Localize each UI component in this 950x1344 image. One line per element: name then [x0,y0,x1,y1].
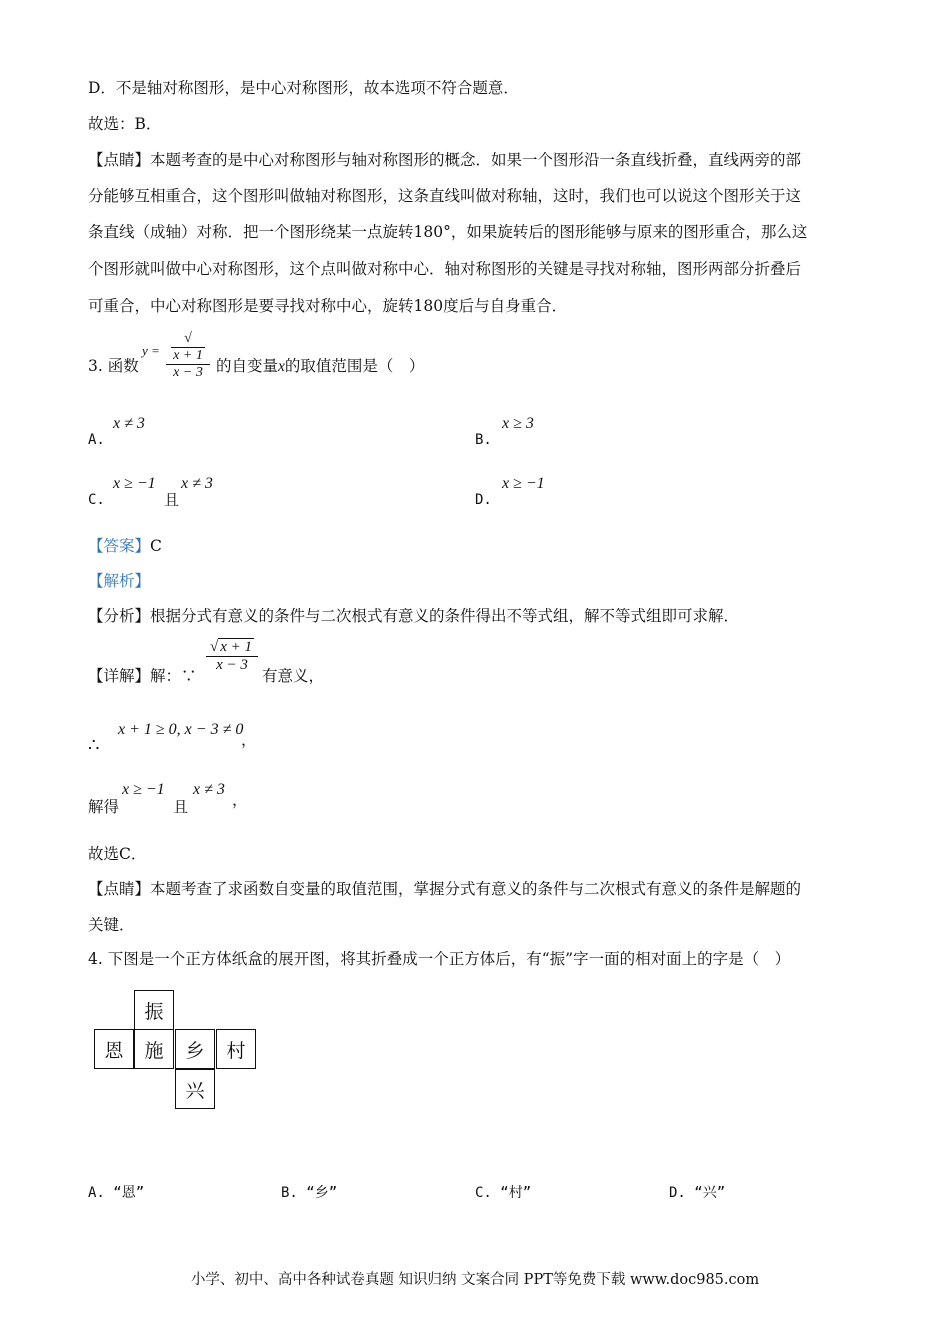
q4-option-d: D. “兴” [669,1185,726,1201]
detail-suffix: 有意义， [262,667,325,685]
q3-option-d-math: x ≥ −1 [502,475,545,492]
answer-line [88,535,162,557]
q3-option-c-math1: x ≥ −1 [113,475,156,492]
text-line: 条直线（成轴）对称．把一个图形绕某一点旋转180°，如果旋转后的图形能够与原来的图形重合，那么这 [88,223,808,241]
text-line: 可重合，中心对称图形是要寻找对称中心，旋转180度后与自身重合． [88,297,568,315]
detail-num: x + 1 [220,639,252,655]
text-line: 分能够互相重合，这个图形叫做轴对称图形，这条直线叫做对称轴，这时，我们也可以说这个图形关于这 [88,187,802,205]
q4-option-c: C. “村” [475,1185,532,1201]
q3-option-c: C. [88,492,105,508]
choose-line: 故选C． [88,845,147,863]
net-cell-cun: 村 [216,1029,256,1069]
detail-line: 【详解】解：∵ [88,667,197,685]
q3-option-c-math2: x ≠ 3 [181,475,213,492]
page-footer: 小学、初中、高中各种试卷真题 知识归纳 文案合同 PPT等免费下载 www.doc985.com [190,1272,760,1288]
q3-option-a-math: x ≠ 3 [113,415,145,432]
therefore-symbol: ∴ [88,735,100,756]
q3-prefix: 3. 函数 [88,357,139,375]
net-cell-xiang: 乡 [175,1029,215,1069]
q3-option-b: B. [475,432,492,448]
q3-option-b-math: x ≥ 3 [502,415,534,432]
solve-label: 解得 [88,798,120,816]
solve-and: 且 [173,798,189,816]
q3-suffix: 的自变量x的取值范围是（ ） [216,357,425,375]
solve-math1: x ≥ −1 [122,781,165,798]
q3-option-c-and: 且 [164,491,180,509]
q3-option-a: A. [88,432,105,448]
fenxi-line: 【分析】根据分式有意义的条件与二次根式有意义的条件得出不等式组，解不等式组即可求解． [88,607,740,625]
q4-stem: 4. 下图是一个正方体纸盒的展开图，将其折叠成一个正方体后，有“振”字一面的相对面上的字是（ ） [88,950,791,968]
q3-fraction: √x + 1 x − 3 [166,331,210,381]
q3-func-y: y = [142,343,160,358]
q3-func-num: x + 1 [173,348,203,363]
comma: ， [241,731,257,749]
q3-option-d: D. [475,492,492,508]
net-cell-zhen: 振 [134,990,174,1030]
dianjing-line: 【点睛】本题考查了求函数自变量的取值范围，掌握分式有意义的条件与二次根式有意义的条件是解题的 [88,880,802,898]
detail-den: x − 3 [216,657,248,673]
q4-option-b: B. “乡” [281,1185,338,1201]
net-cell-xing: 兴 [175,1069,215,1109]
dianjing-line-2: 关键． [88,916,135,934]
solve-math2: x ≠ 3 [193,781,225,798]
text-line [88,149,801,171]
detail-fraction: √ x + 1 x − 3 [206,638,258,674]
text-line: 故选：B． [88,115,162,133]
comma: ， [232,791,248,809]
text-line: 个图形就叫做中心对称图形，这个点叫做对称中心．轴对称图形的关键是寻找对称轴，图形两部分折叠后 [88,260,802,278]
q3-func-den: x − 3 [173,365,203,380]
text: 本题考查的是中心对称图形与轴对称图形的概念．如果一个图形沿一条直线折叠，直线两旁的部 [150,151,802,169]
tag-dianjing: 【点睛】 [88,151,151,169]
net-cell-shi: 施 [134,1029,174,1069]
answer-value: C [150,537,162,555]
net-cell-en: 恩 [94,1029,134,1069]
answer-tag: 【答案】 [88,537,151,555]
text-line: D．不是轴对称图形，是中心对称图形，故本选项不符合题意． [88,79,519,97]
q4-option-a: A. “恩” [88,1185,145,1201]
analysis-tag: 【解析】 [88,572,151,590]
therefore-math: x + 1 ≥ 0, x − 3 ≠ 0 [118,721,244,738]
